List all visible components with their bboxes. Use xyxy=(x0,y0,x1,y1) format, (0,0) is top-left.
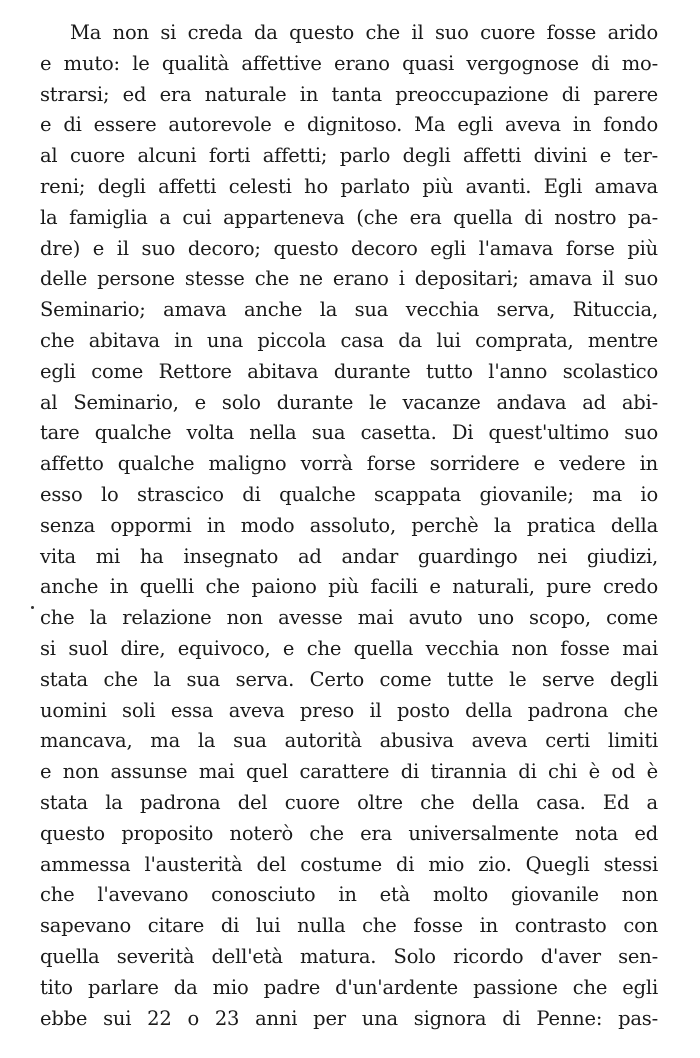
text-line: anche in quelli che paiono più facili e naturali, pure credo xyxy=(40,575,658,599)
text-line: stata che la sua serva. Certo come tutte le serve degli xyxy=(40,667,658,691)
text-line: uomini soli essa aveva preso il posto della padrona che xyxy=(40,698,658,722)
text-line: sapevano citare di lui nulla che fosse in contrasto con xyxy=(40,914,658,938)
text-line: Seminario; amava anche la sua vecchia serva, Rituccia, xyxy=(40,298,658,322)
text-line: reni; degli affetti celesti ho parlato più avanti. Egli amava xyxy=(40,174,658,198)
text-line: ebbe sui 22 o 23 anni per una signora di Penne: pas- xyxy=(40,1006,658,1030)
text-line: e non assunse mai quel carattere di tirannia di chi è od è xyxy=(40,760,658,784)
text-line: al cuore alcuni forti affetti; parlo degli affetti divini e ter- xyxy=(40,144,658,168)
text-line: quella severità dell'età matura. Solo ricordo d'aver sen- xyxy=(40,944,658,968)
text-line: questo proposito noterò che era universalmente nota ed xyxy=(40,821,658,845)
text-line: tare qualche volta nella sua casetta. Di quest'ultimo suo xyxy=(40,421,658,445)
text-line: tito parlare da mio padre d'un'ardente passione che egli xyxy=(40,975,658,999)
text-line: che l'avevano conosciuto in età molto giovanile non xyxy=(40,883,658,907)
text-line: esso lo strascico di qualche scappata giovanile; ma io xyxy=(40,482,658,506)
text-line: al Seminario, e solo durante le vacanze andava ad abi- xyxy=(40,390,658,414)
text-line: che la relazione non avesse mai avuto uno scopo, come xyxy=(40,606,658,630)
text-line: mancava, ma la sua autorità abusiva aveva certi limiti xyxy=(40,729,658,753)
text-line: egli come Rettore abitava durante tutto l'anno scolastico xyxy=(40,359,658,383)
text-line: e di essere autorevole e dignitoso. Ma egli aveva in fondo xyxy=(40,113,658,137)
text-line: ammessa l'austerità del costume di mio zio. Quegli stessi xyxy=(40,852,658,876)
text-line: che abitava in una piccola casa da lui comprata, mentre xyxy=(40,328,658,352)
text-line: si suol dire, equivoco, e che quella vecchia non fosse mai xyxy=(40,636,658,660)
text-line: delle persone stesse che ne erano i depositari; amava il suo xyxy=(40,267,658,291)
margin-dot xyxy=(31,606,34,609)
text-line: Ma non si creda da questo che il suo cuore fosse arido xyxy=(70,21,658,44)
text-line: affetto qualche maligno vorrà forse sorridere e vedere in xyxy=(40,452,658,476)
text-line: senza oppormi in modo assoluto, perchè la pratica della xyxy=(40,513,658,537)
text-line: strarsi; ed era naturale in tanta preoccupazione di parere xyxy=(40,82,658,106)
text-line: stata la padrona del cuore oltre che della casa. Ed a xyxy=(40,790,658,814)
text-line: vita mi ha insegnato ad andar guardingo nei giudizi, xyxy=(40,544,658,568)
text-line: la famiglia a cui apparteneva (che era quella di nostro pa- xyxy=(40,205,658,229)
text-page xyxy=(40,18,658,1034)
text-line: e muto: le qualità affettive erano quasi vergognose di mo- xyxy=(40,51,658,75)
text-line: dre) e il suo decoro; questo decoro egli l'amava forse più xyxy=(40,236,658,260)
